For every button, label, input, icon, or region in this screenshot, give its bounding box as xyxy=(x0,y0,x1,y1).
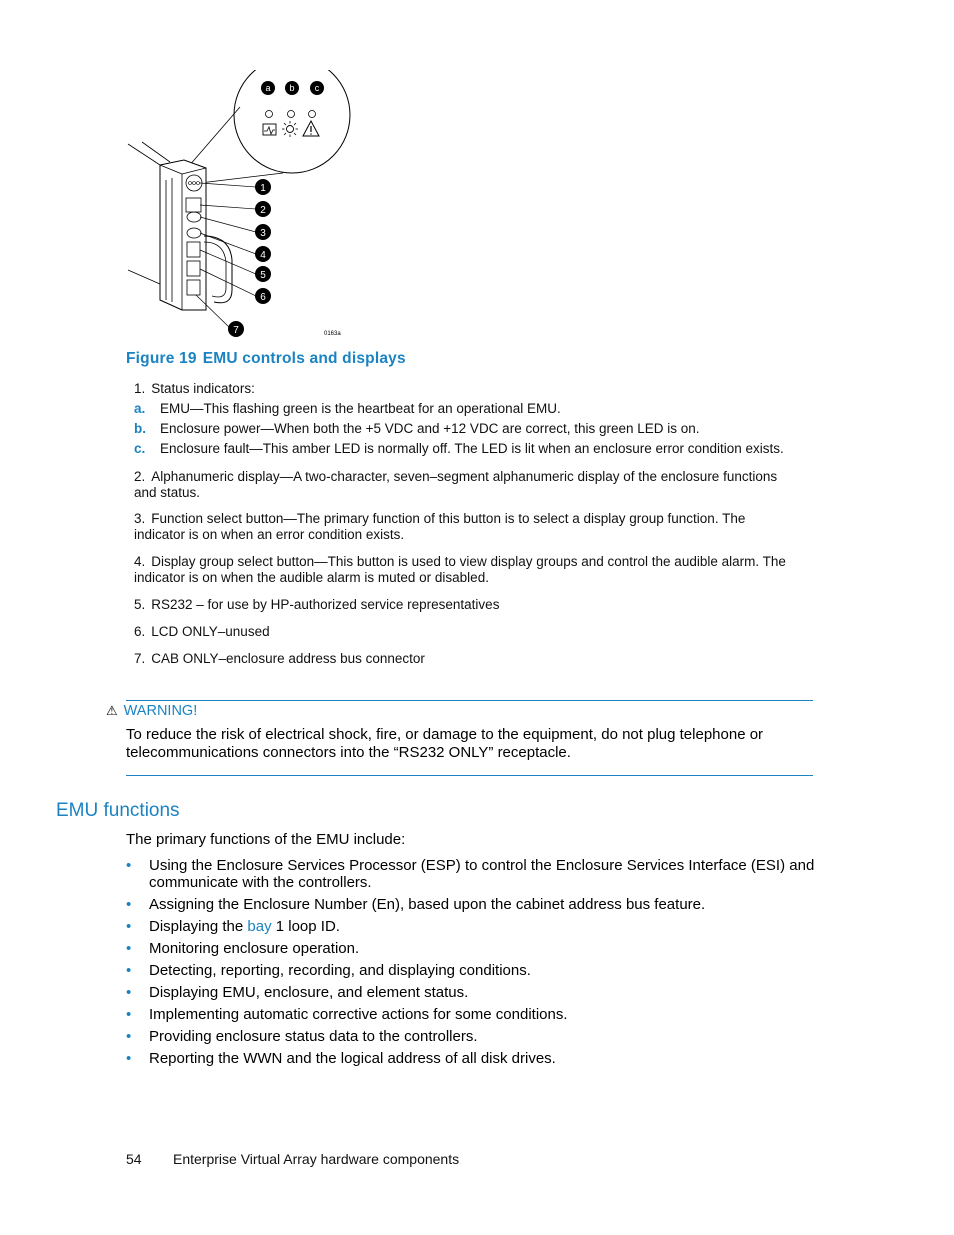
list-item-text: Implementing automatic corrective actions for some conditions. xyxy=(149,1006,568,1023)
warning-top-rule xyxy=(126,700,813,701)
list-item-text: Providing enclosure status data to the controllers. xyxy=(149,1028,478,1045)
footer-title: Enterprise Virtual Array hardware components xyxy=(173,1151,460,1167)
legend-num: 1. xyxy=(134,381,146,396)
legend-text: Enclosure power—When both the +5 VDC and +12 VDC are correct, this green LED is on. xyxy=(160,421,700,436)
list-item xyxy=(126,1050,816,1067)
legend-subitem-a xyxy=(134,401,561,417)
figure-title: EMU controls and displays xyxy=(202,350,406,367)
bullet-icon: • xyxy=(126,896,132,913)
legend-num: 5. xyxy=(134,597,146,612)
emu-diagram xyxy=(120,70,370,345)
legend-text: Enclosure fault—This amber LED is normally off. The LED is lit when an enclosure error condition exists. xyxy=(160,441,784,456)
list-item xyxy=(126,857,816,891)
legend-text: Alphanumeric display—A two-character, seven–segment alphanumeric display of the enclosure functions and status. xyxy=(134,469,778,500)
bullet-icon: • xyxy=(126,918,132,935)
warning-bottom-rule xyxy=(126,775,813,776)
bullet-icon: • xyxy=(126,1006,132,1023)
legend-text: Function select button—The primary function of this button is to select a display group function. The indicator is on when an error condition exists. xyxy=(134,511,746,542)
list-item-text: Detecting, reporting, recording, and displaying conditions. xyxy=(149,962,531,979)
list-item xyxy=(126,896,816,913)
led-label-b: b xyxy=(289,83,295,93)
legend-subitem-b xyxy=(134,421,700,437)
callout-6: 6 xyxy=(260,292,266,303)
legend-subitem-c xyxy=(134,441,784,457)
legend-tag: c. xyxy=(134,441,146,456)
figure-number: Figure 19 xyxy=(126,350,197,367)
legend-item-7 xyxy=(134,651,425,667)
legend-num: 7. xyxy=(134,651,146,666)
warning-heading xyxy=(106,703,197,719)
callout-2: 2 xyxy=(260,205,266,216)
section-intro: The primary functions of the EMU include: xyxy=(126,831,406,848)
list-item xyxy=(126,1006,816,1023)
legend-item-3 xyxy=(134,511,774,542)
bay-link[interactable]: bay xyxy=(247,918,272,935)
led-label-c: c xyxy=(314,83,320,93)
bullet-icon: • xyxy=(126,940,132,957)
legend-num: 6. xyxy=(134,624,146,639)
page-number: 54 xyxy=(126,1151,142,1167)
bullet-icon: • xyxy=(126,984,132,1001)
legend-item-1 xyxy=(134,381,255,397)
list-item-text: 1 loop ID. xyxy=(271,918,340,935)
functions-list xyxy=(126,857,816,1072)
led-label-a: a xyxy=(265,83,271,93)
legend-text: Display group select button—This button is used to view display groups and control the audible alarm. The indicator is on when the audible alarm is muted or disabled. xyxy=(134,554,786,585)
list-item xyxy=(126,984,816,1001)
list-item xyxy=(126,962,816,979)
legend-item-6 xyxy=(134,624,270,640)
list-item-text: Displaying the xyxy=(149,918,248,935)
list-item xyxy=(126,918,816,935)
bullet-icon: • xyxy=(126,1050,132,1067)
legend-item-5 xyxy=(134,597,499,613)
legend-num: 4. xyxy=(134,554,146,569)
list-item-text: Displaying EMU, enclosure, and element status. xyxy=(149,984,469,1001)
power-icon xyxy=(287,126,294,133)
warning-label: WARNING! xyxy=(123,703,198,719)
figure-caption xyxy=(126,350,406,368)
callout-1: 1 xyxy=(260,183,266,194)
legend-num: 3. xyxy=(134,511,146,526)
callout-3: 3 xyxy=(260,228,266,239)
legend-text: Status indicators: xyxy=(151,381,255,396)
legend-tag: b. xyxy=(134,421,146,436)
list-item-text: Monitoring enclosure operation. xyxy=(149,940,360,957)
bullet-icon: • xyxy=(126,857,132,874)
list-item xyxy=(126,1028,816,1045)
list-item-text: Reporting the WWN and the logical address of all disk drives. xyxy=(149,1050,556,1067)
legend-text: LCD ONLY–unused xyxy=(151,624,270,639)
warning-text: To reduce the risk of electrical shock, fire, or damage to the equipment, do not plug telephone or telecommunications connectors into the “RS232 ONLY” receptacle. xyxy=(126,726,764,761)
legend-text: EMU—This flashing green is the heartbeat for an operational EMU. xyxy=(160,401,561,416)
warning-icon: ⚠ xyxy=(106,703,118,718)
bullet-icon: • xyxy=(126,1028,132,1045)
callout-7: 7 xyxy=(233,325,239,336)
callout-5: 5 xyxy=(260,270,266,281)
image-code: 0163a xyxy=(324,331,341,337)
legend-item-2 xyxy=(134,469,794,500)
legend-tag: a. xyxy=(134,401,146,416)
legend-text: CAB ONLY–enclosure address bus connector xyxy=(151,651,425,666)
legend-num: 2. xyxy=(134,469,146,484)
list-item xyxy=(126,940,816,957)
section-title: EMU functions xyxy=(56,800,180,821)
bullet-icon: • xyxy=(126,962,132,979)
list-item-text: Using the Enclosure Services Processor (ESP) to control the Enclosure Services Interface (ESI) and communicate with the controllers. xyxy=(149,857,815,891)
list-item-text: Assigning the Enclosure Number (En), based upon the cabinet address bus feature. xyxy=(149,896,706,913)
legend-text: RS232 – for use by HP-authorized service representatives xyxy=(151,597,500,612)
callout-4: 4 xyxy=(260,250,266,261)
legend-item-4 xyxy=(134,554,804,585)
